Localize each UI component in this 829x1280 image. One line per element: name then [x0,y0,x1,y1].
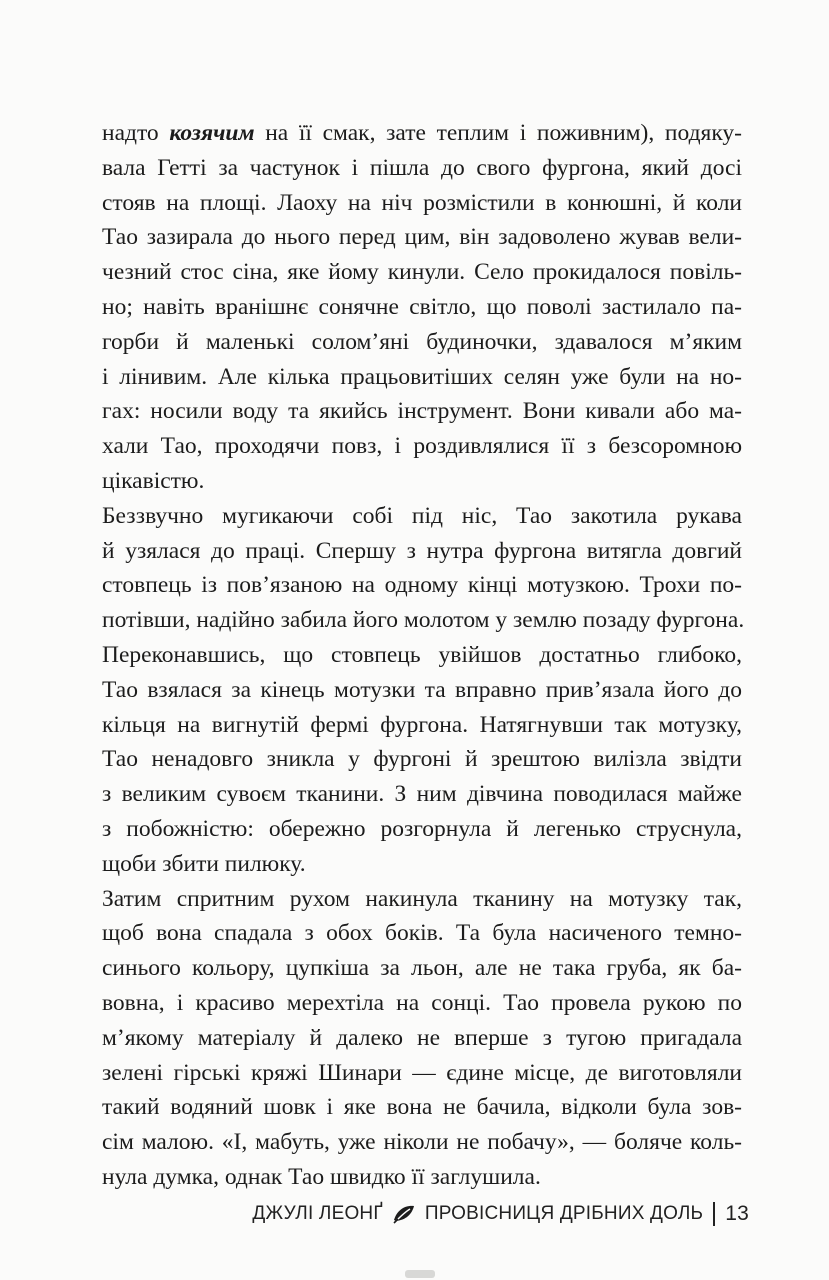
text-line: сім малою. «І, мабуть, уже ніколи не побачу», — боляче коль- [102,1129,742,1156]
text-line: стояв на площі. Лаоху на ніч розмістили в конюшні, й коли [102,189,742,216]
text-line: но; навіть вранішнє сонячне світло, що поволі застилало па- [102,293,742,320]
text-line: горби й маленькі солом’яні будиночки, здавалося м’яким [102,328,742,355]
page-number: 13 [725,1202,749,1225]
text-line: Затим спритним рухом накинула тканину на мотузку так, [102,885,742,912]
text-line: й узялася до праці. Спершу з нутра фургона витягла довгий [102,537,742,564]
text-line: потівши, надійно забила його молотом у землю позаду фургона. [102,607,745,634]
text-line: вовна, і красиво мерехтіла на сонці. Тао провела рукою по [102,989,742,1016]
text-line: гах: носили воду та якийсь інструмент. Вони кивали або ма- [102,398,742,425]
text-line: чезний стос сіна, яке йому кинули. Село прокидалося повіль- [102,259,742,286]
text-line: і лінивим. Але кілька працьовитіших селян уже були на но- [102,363,742,390]
body-text [102,116,745,1195]
text-line: щоби збити пилюку. [102,850,306,877]
text-line: хали Тао, проходячи повз, і роздивлялися її з безсоромною [102,433,742,460]
text-line: м’якому матеріалу й далеко не вперше з тугою пригадала [102,1024,742,1051]
text-line: Переконавшись, що стовпець увійшов достатньо глибоко, [102,641,742,668]
text-line: з побожністю: обережно розгорнула й легенько струснула, [102,815,742,842]
text-line: Тао ненадовго зникла у фургоні й зрештою вилізла звідти [102,746,742,773]
text-line: синього кольору, цупкіша за льон, але не така груба, як ба- [102,955,742,982]
text-line: Тао зазирала до нього перед цим, він задоволено жував вели- [102,224,742,251]
text-line: надто козячим на її смак, зате теплим і поживним), подяку- [102,120,742,146]
text-line: стовпець із пов’язаною на одному кінці мотузкою. Трохи по- [102,572,742,599]
text-line: нула думка, однак Тао швидко її заглушила. [102,1163,541,1190]
emphasis-word: козячим [169,120,255,146]
text-line: з великим сувоєм тканини. З ним дівчина поводилася майже [102,781,742,808]
text-line: такий водяний шовк і яке вона не бачила, відколи була зов- [102,1094,742,1121]
book-title: ПРОВІСНИЦЯ ДРІБНИХ ДОЛЬ [424,1203,704,1224]
text-line: Тао взялася за кінець мотузки та вправно прив’язала його до [102,676,742,703]
text-line: вала Гетті за частунок і пішла до свого фургона, який досі [102,154,742,181]
paragraph-3 [102,638,742,882]
text-line: щоб вона спадала з обох боків. Та була насиченого темно- [102,920,742,947]
text-line: кільця на вигнутій фермі фургона. Натягнувши так мотузку, [102,711,742,738]
leaf-icon [393,1204,415,1224]
running-footer [252,1197,749,1231]
scan-artifact [405,1270,435,1278]
text-line: Беззвучно мугикаючи собі під ніс, Тао закотила рукава [102,502,742,529]
text-line: цікавістю. [102,467,205,494]
author-name: ДЖУЛІ ЛЕОНҐ [252,1203,383,1224]
paragraph-1 [102,116,742,499]
text-line: зелені гірські кряжі Шинари — єдине місце, де виготовляли [102,1059,742,1086]
footer-divider [713,1202,715,1226]
paragraph-2 [102,499,745,638]
paragraph-4 [102,882,742,1195]
